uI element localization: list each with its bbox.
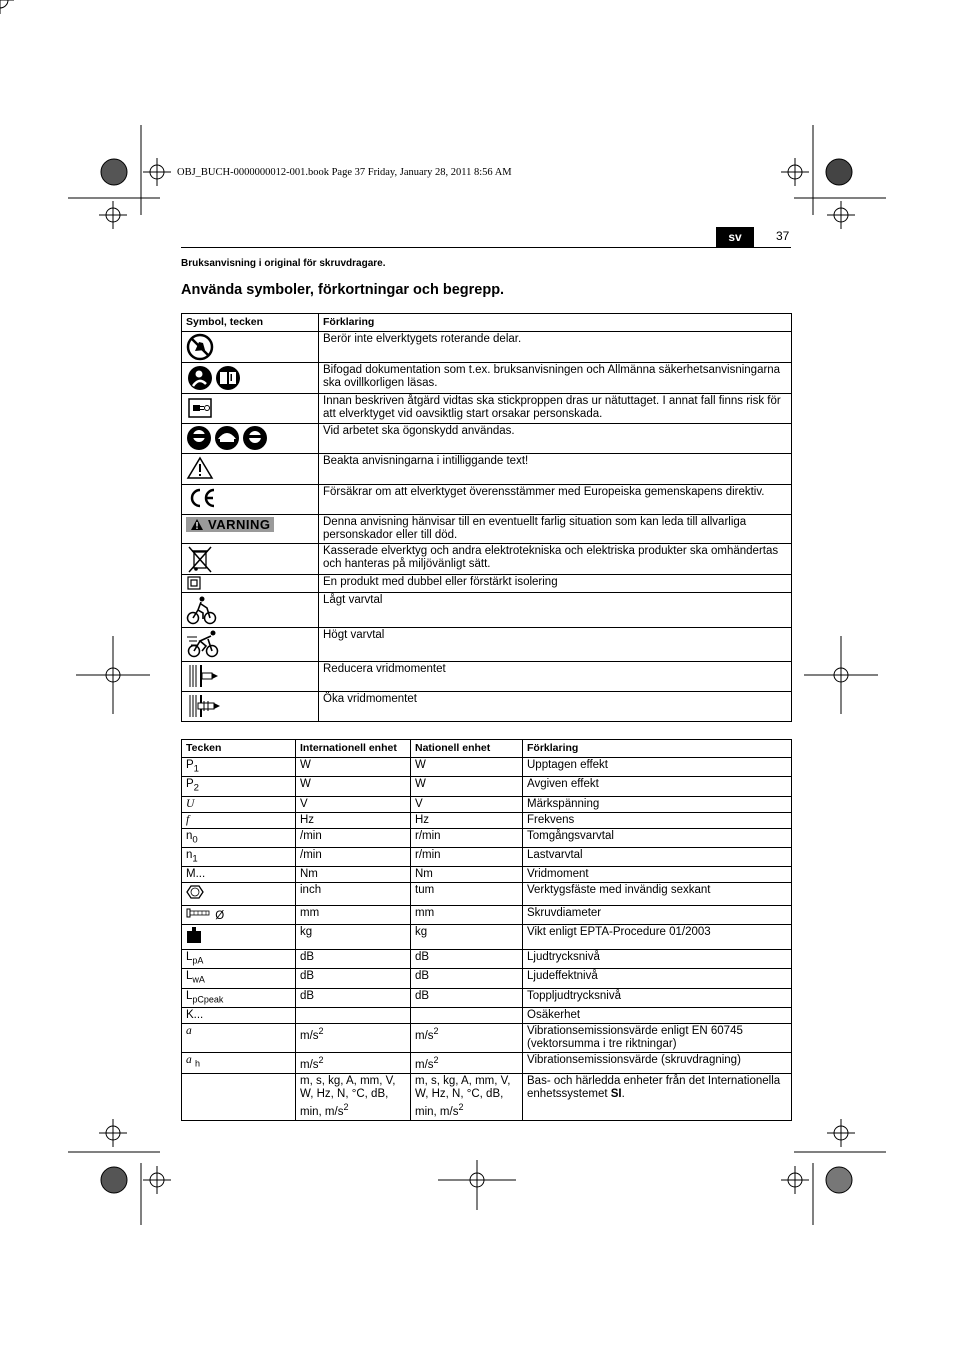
table-row: $n_1$ /min r/min Lastvarvtal — [182, 847, 792, 866]
eye-protection-icon — [186, 425, 270, 451]
table-row: U V V Märkspänning — [182, 796, 792, 812]
warning-triangle-icon — [186, 455, 216, 481]
language-badge: sv — [716, 227, 754, 248]
table-row: Bifogad dokumentation som t.ex. bruksanvisningen och Allmänna säkerhetsanvisningarna ska ovillkorligen läsas. — [182, 363, 792, 394]
table-row: Lågt varvtal — [182, 593, 792, 628]
table-row: f Hz Hz Frekvens — [182, 812, 792, 828]
units-table-header — [182, 740, 792, 758]
read-manual-icon — [186, 364, 246, 392]
table-row: a $m/s^2$ $m/s^2$ Vibrationsemissionsvärde enligt EN 60745 (vektorsumma i tre riktningar) — [182, 1024, 792, 1053]
page-number: 37 — [776, 229, 790, 243]
unplug-icon — [186, 395, 216, 421]
table-row: m, s, kg, A, mm, V, W, Hz, N, °C, dB, min, $m/s^2$ m, s, kg, A, mm, V, W, Hz, N, °C, dB, min, $m/s^2$ Bas- och härledda enheter från det Internationella enhetssystemet SI. — [182, 1073, 792, 1120]
table-row: Ø mm mm Skruvdiameter — [182, 906, 792, 925]
header-natl-unit: Nationell enhet — [411, 740, 523, 758]
table-row: inch tum Verktygsfäste med invändig sexkant — [182, 883, 792, 906]
table-row: Reducera vridmomentet — [182, 662, 792, 692]
symbols-table — [181, 313, 792, 722]
table-row: Beakta anvisningarna i intilliggande text! — [182, 454, 792, 485]
subtitle: Bruksanvisning i original för skruvdragare. — [181, 258, 386, 269]
header-intl-unit: Internationell enhet — [296, 740, 411, 758]
table-row: VARNING Denna anvisning hänvisar till en eventuellt farlig situation som kan leda till allvarliga personskador eller till död. — [182, 515, 792, 544]
table-row: Kasserade elverktyg och andra elektrotekniska och elektriska produkter ska omhändertas och hanteras på miljövänligt sätt. — [182, 544, 792, 575]
table-row: En produkt med dubbel eller förstärkt isolering — [182, 575, 792, 593]
ce-mark-icon — [186, 486, 220, 510]
table-row: Vid arbetet ska ögonskydd användas. — [182, 424, 792, 454]
screw-diameter-icon — [186, 907, 212, 919]
high-speed-icon — [186, 629, 222, 659]
reduce-torque-icon — [186, 663, 222, 689]
table-row: a $_h$ $m/s^2$ $m/s^2$ Vibrationsemissionsvärde (skruvdragning) — [182, 1053, 792, 1074]
double-insulation-icon — [186, 576, 202, 590]
page-title: Använda symboler, förkortningar och begrepp. — [181, 282, 505, 298]
header-sign: Tecken — [182, 740, 296, 758]
units-table — [181, 739, 792, 1121]
table-row: $P_1$ W W Upptagen effekt — [182, 758, 792, 777]
no-touch-rotating-icon — [186, 333, 216, 361]
symbols-table-header — [182, 314, 792, 332]
low-speed-icon — [186, 594, 218, 626]
header-rule — [181, 247, 791, 248]
table-row: Berör inte elverktygets roterande delar. — [182, 332, 792, 363]
table-row: $L_{pCpeak}$ dB dB Toppljudtrycksnivå — [182, 988, 792, 1007]
table-row: K... Osäkerhet — [182, 1008, 792, 1024]
table-row: $L_{wA}$ dB dB Ljudeffektnivå — [182, 969, 792, 988]
book-line: OBJ_BUCH-0000000012-001.book Page 37 Friday, January 28, 2011 8:56 AM — [177, 167, 512, 178]
table-row: $L_{pA}$ dB dB Ljudtrycksnivå — [182, 950, 792, 969]
warning-triangle-icon — [190, 518, 204, 531]
crossed-bin-icon — [186, 545, 216, 573]
table-row: $n_0$ /min r/min Tomgångsvarvtal — [182, 828, 792, 847]
table-row: Öka vridmomentet — [182, 692, 792, 722]
table-row: $P_2$ W W Avgiven effekt — [182, 777, 792, 796]
header-explanation: Förklaring — [319, 314, 792, 332]
header-explanation: Förklaring — [523, 740, 792, 758]
table-row: Innan beskriven åtgärd vidtas ska stickproppen dras ur nätuttaget. I annat fall finns risk för att elverktyget vid oavsiktlig start orsakar personskada. — [182, 394, 792, 424]
warning-label-text: VARNING — [208, 517, 271, 532]
header-symbol: Symbol, tecken — [182, 314, 319, 332]
increase-torque-icon — [186, 693, 222, 719]
weight-icon — [186, 926, 202, 944]
warning-label-icon — [186, 517, 274, 532]
hexagon-socket-icon — [186, 884, 204, 900]
table-row: Högt varvtal — [182, 628, 792, 662]
table-row: Försäkrar om att elverktyget överensstämmer med Europeiska gemenskapens direktiv. — [182, 485, 792, 515]
table-row: M... Nm Nm Vridmoment — [182, 867, 792, 883]
table-row: kg kg Vikt enligt EPTA-Procedure 01/2003 — [182, 925, 792, 950]
